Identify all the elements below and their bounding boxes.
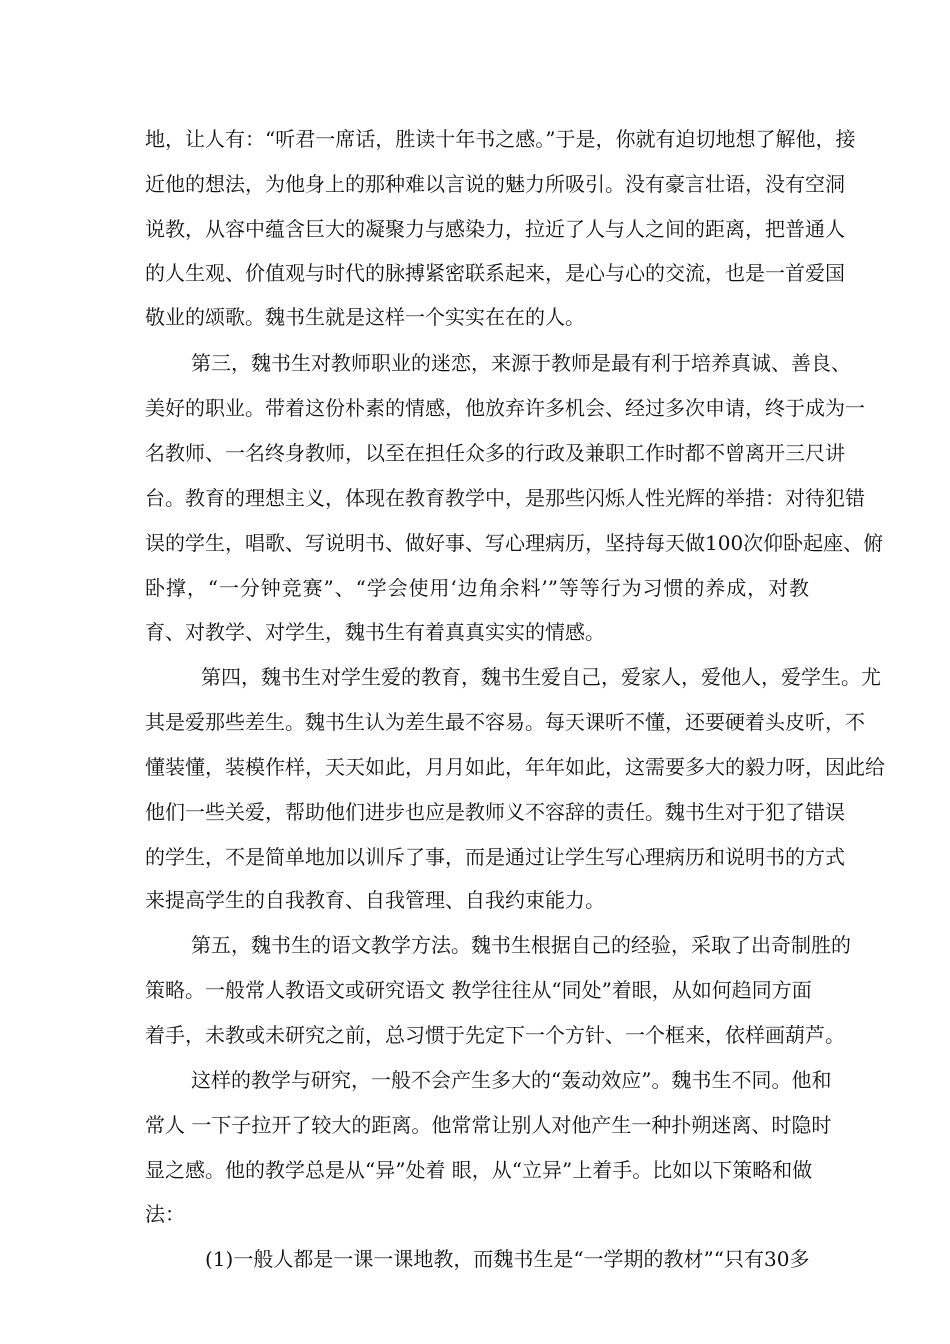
- paragraph-five-start: 第五，魏书生的语文教学方法。魏书生根据自己的经验，采取了出奇制胜的: [191, 933, 851, 957]
- text-line-4: 的人生观、价值观与时代的脉搏紧密联系起来，是心与心的交流，也是一首爱国: [145, 261, 845, 285]
- text-line-24: 显之感。他的教学总是从“异”处着 眼，从“立异”上着手。比如以下策略和做: [145, 1158, 813, 1182]
- paragraph-four-start: 第四，魏书生对学生爱的教育，魏书生爱自己，爱家人，爱他人，爱学生。尤: [201, 665, 881, 689]
- text-line-21: 着手，未教或未研究之前，总习惯于先定下一个方针、一个框来，依样画葫芦。: [145, 1023, 845, 1047]
- text-line-18: 来提高学生的自我教育、自我管理、自我约束能力。: [145, 888, 605, 912]
- text-line-25: 法：: [145, 1202, 185, 1226]
- text-line-14: 其是爱那些差生。魏书生认为差生最不容易。每天课听不懂，还要硬着头皮听，不: [145, 710, 865, 734]
- text-line-1: 地，让人有：“听君一席话，胜读十年书之感。”于是，你就有迫切地想了解他，接: [145, 127, 856, 151]
- text-line-2: 近他的想法，为他身上的那种难以言说的魅力所吸引。没有豪言壮语，没有空洞: [145, 172, 845, 196]
- text-line-5: 敬业的颂歌。魏书生就是这样一个实实在在的人。: [145, 305, 585, 329]
- text-line-17: 的学生，不是简单地加以训斥了事，而是通过让学生写心理病历和说明书的方式: [145, 845, 845, 869]
- text-line-11: 卧撑，“一分钟竞赛”、“学会使用‘边角余料’”等等行为习惯的养成，对教: [145, 576, 809, 600]
- text-line-9: 台。教育的理想主义，体现在教育教学中，是那些闪烁人性光辉的举措：对待犯错: [145, 486, 865, 510]
- text-line-10: 误的学生，唱歌、写说明书、做好事、写心理病历，坚持每天做100次仰卧起座、俯: [145, 531, 884, 555]
- paragraph-three-start: 第三，魏书生对教师职业的迷恋，来源于教师是最有利于培养真诚、善良、: [191, 351, 851, 375]
- text-line-7: 美好的职业。带着这份朴素的情感，他放弃许多机会、经过多次申请，终于成为一: [145, 396, 865, 420]
- paragraph-six-start: 这样的教学与研究，一般不会产生多大的“轰动效应”。魏书生不同。他和: [191, 1068, 832, 1092]
- text-line-12: 育、对教学、对学生，魏书生有着真真实实的情感。: [145, 620, 605, 644]
- text-line-8: 名教师、一名终身教师，以至在担任众多的行政及兼职工作时都不曾离开三尺讲: [145, 441, 845, 465]
- text-line-3: 说教，从容中蕴含巨大的凝聚力与感染力，拉近了人与人之间的距离，把普通人: [145, 217, 845, 241]
- text-line-15: 懂装懂，装模作样，天天如此，月月如此，年年如此，这需要多大的毅力呀，因此给: [145, 755, 885, 779]
- text-line-20: 策略。一般常人教语文或研究语文 教学往往从“同处”着眼，从如何趋同方面: [145, 978, 812, 1002]
- text-line-23: 常人 一下子拉开了较大的距离。他常常让别人对他产生一种扑朔迷离、时隐时: [145, 1113, 832, 1137]
- text-line-16: 他们一些关爱，帮助他们进步也应是教师义不容辞的责任。魏书生对于犯了错误: [145, 800, 845, 824]
- list-item-one: (1)一般人都是一课一课地教，而魏书生是“一学期的教材”“只有30多: [205, 1247, 810, 1271]
